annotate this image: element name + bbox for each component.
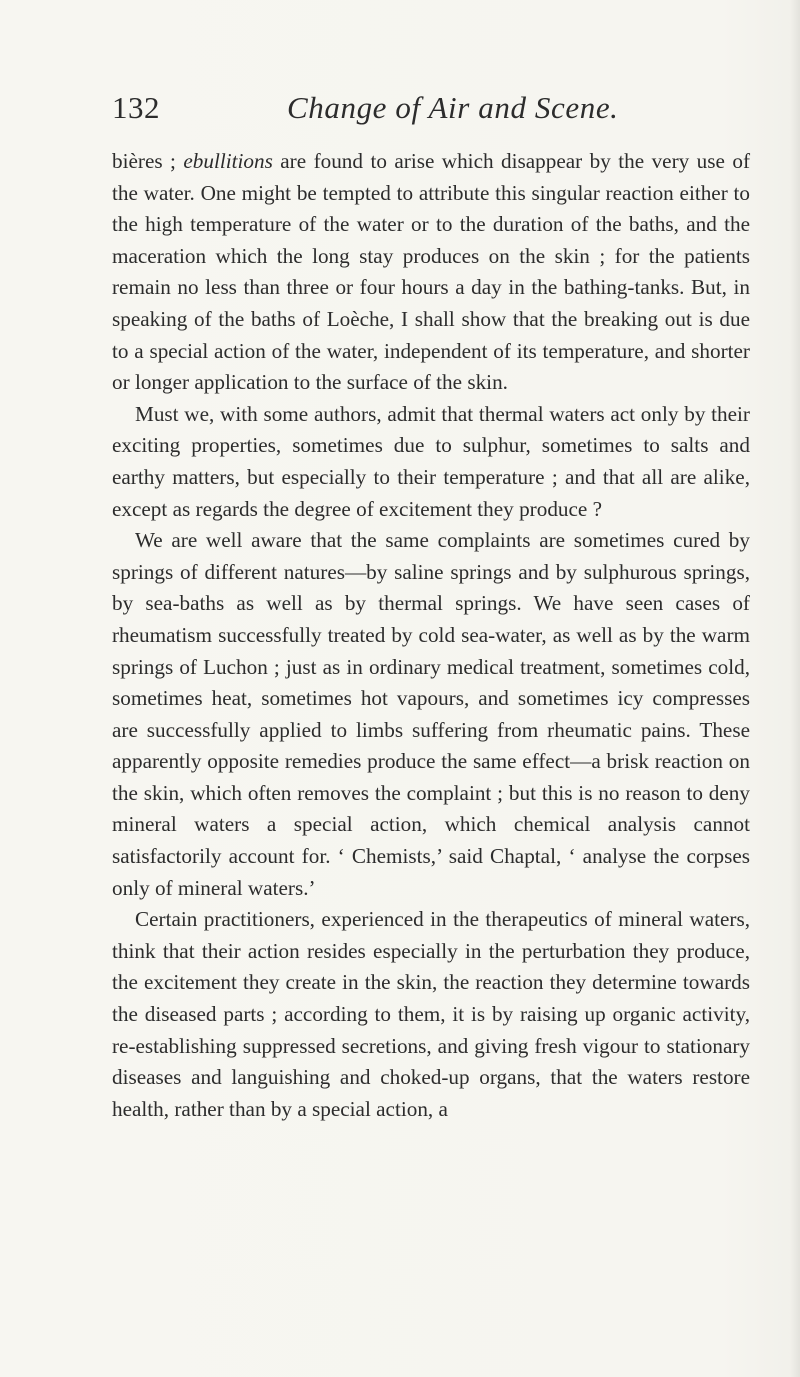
paragraph-4: Certain practitioners, experienced in the therapeutics of mineral waters, think that their action resides especially in the perturbation they produce, the excitement they create in the skin, the reaction they determine towards the diseased parts ; according to them, it is by raising up organic activity, re-establishing suppressed secretions, and giving fresh vigour to stationary diseases and languishing and choked-up organs, that the waters restore health, rather than by a special action, a bbox=[112, 907, 750, 1121]
paragraph-1-italic-word: ebullitions bbox=[183, 149, 273, 173]
paragraph-1 bbox=[112, 146, 750, 399]
paragraph-1-lead: bières ; bbox=[112, 149, 184, 173]
paragraph-2: Must we, with some authors, admit that thermal waters act only by their exciting properties, sometimes due to sulphur, sometimes to salts and earthy matters, but especially to their temperature ; and that all are alike, except as regards the degree of excitement they produce ? bbox=[112, 401, 750, 521]
page-edge-shadow bbox=[790, 0, 800, 1377]
paragraph-3: We are well aware that the same complaints are sometimes cured by springs of different natures—by saline springs and by sulphurous springs, by sea-baths as well as by thermal springs. We have seen cases of rheumatism successfully treated by cold sea-water, as well as by the warm springs of Luchon ; just as in ordinary medical treatment, sometimes cold, sometimes heat, sometimes hot vapours, and sometimes icy compresses are successfully applied to limbs suffering from rheumatic pains. These apparently opposite remedies produce the same effect—a brisk reaction on the skin, which often removes the complaint ; but this is no reason to deny mineral waters a special action, which chemical analysis cannot satisfactorily account for. ‘ Chemists,’ said Chaptal, ‘ analyse the corpses only of mineral waters.’ bbox=[112, 528, 750, 900]
paragraph-1-rest: are found to arise which disappear by the very use of the water. One might be tempted to attribute this singular reaction either to the high temperature of the water or to the duration of the baths, and the maceration which the long stay produces on the skin ; for the patients remain no less than three or four hours a day in the bathing-tanks. But, in speaking of the baths of Loèche, I shall show that the breaking out is due to a special action of the water, independent of its temperature, and shorter or longer application to the surface of the skin. bbox=[112, 149, 750, 395]
page-number: 132 bbox=[112, 90, 160, 125]
body-text bbox=[112, 146, 750, 1125]
running-head: Change of Air and Scene. bbox=[287, 90, 619, 125]
page-header bbox=[112, 90, 752, 140]
